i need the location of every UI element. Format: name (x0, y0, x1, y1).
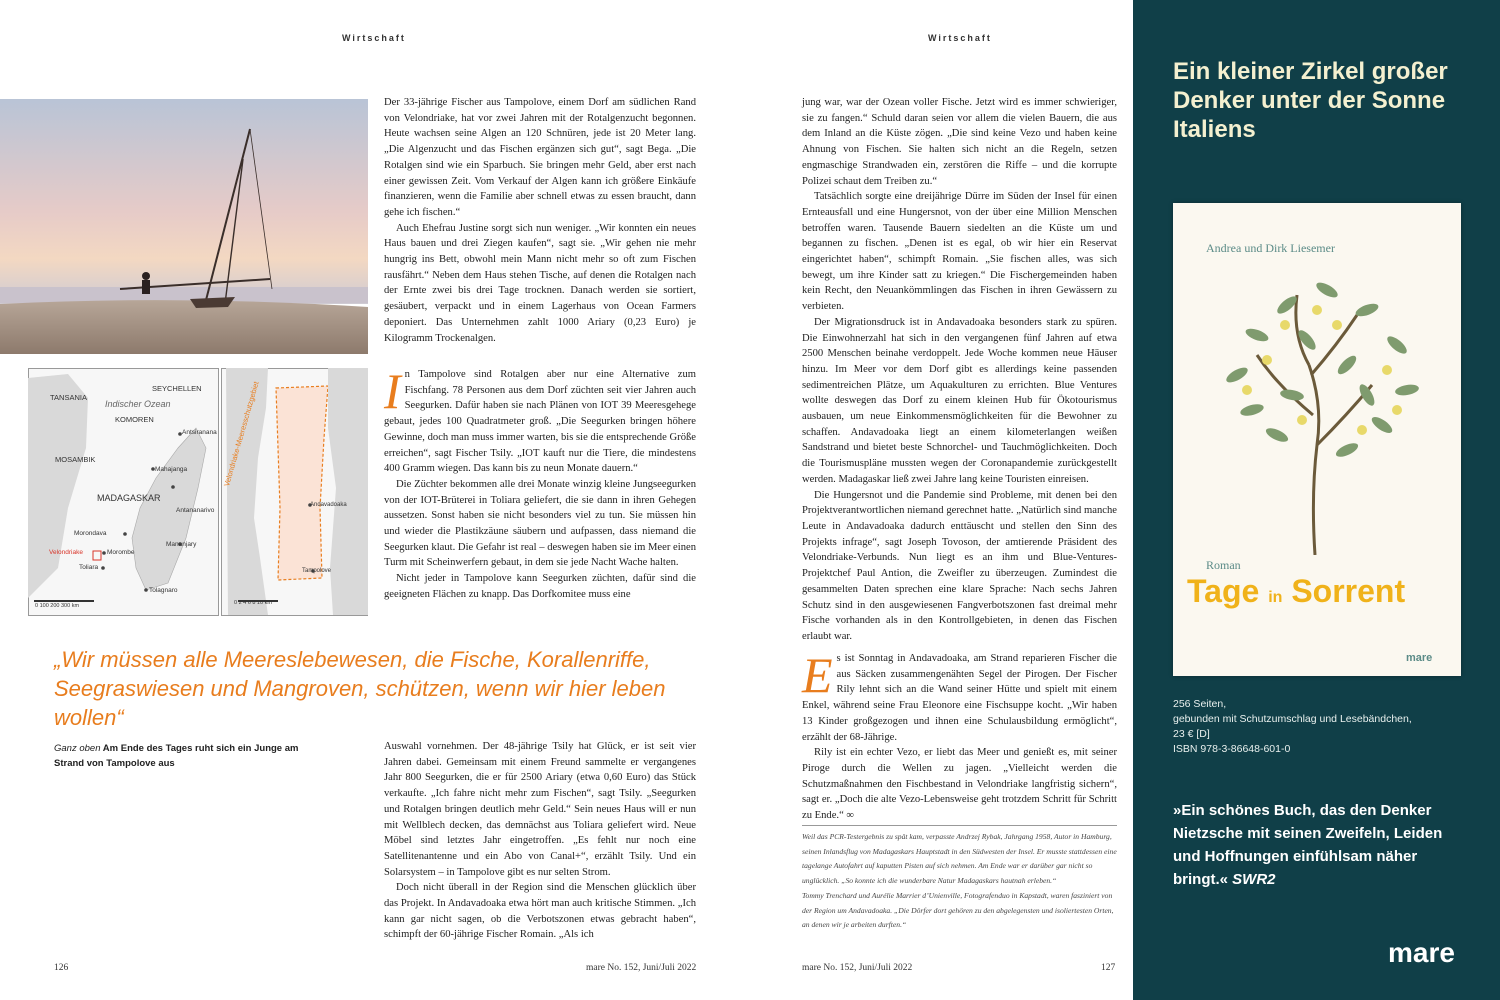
paragraph: Tatsächlich sorgte eine dreijährige Dürre im Süden der Insel für einen Ernteausfall und eine Hungersnot, von der über eine Million Menschen betroffen waren. Tausende Bauern siedelten an die Küste um und begannen zu fischen. „Denen ist es egal, ob wir hier ein Reservat eingerichtet haben“, schimpft Romain. „Sie fischen alles, was sich bewegt, um ihre Kinder satt zu kriegen.“ Die Fischergemeinden haben kein Recht, den Neuankömmlingen das Fischen in ihren Gewässern zu verbieten. (802, 191, 1117, 313)
page-number-right: 127 (1101, 963, 1116, 973)
book-title-part-1: Tage (1187, 573, 1260, 609)
section-label-left: Wirtschaft (342, 33, 406, 43)
review-text: »Ein schönes Buch, das den Denker Nietzsche mit seinen Zweifeln, Leiden und Hoffnungen einfühlsam näher bringt.« (1173, 802, 1443, 888)
paragraph: Die Züchter bekommen alle drei Monate winzig kleine Jungseegurken von der IOT-Brüterei in Toliara geliefert, die sie dann in ihren Gehegen aussetzen. Sonst haben sie nicht besonders viel zu tun. Sie müssen hin und wieder die Plastikzäune säubern und aufpassen, dass niemand die Seegurken klaut. Die Gefahr ist real – deswegen haben sie im Meer einen Turm mit Scheinwerfern gebaut, in dem sie jede Nacht Wache halten. (384, 478, 696, 569)
map-label-andavadoaka: Andavadoaka (310, 502, 347, 508)
map-label-morondava: Morondava (74, 530, 107, 537)
caption-text: Am Ende des Tages ruht sich ein Junge am Strand von Tampolove aus (54, 743, 299, 769)
map-label-mahajanga: Mahajanga (155, 466, 188, 473)
map-label-morombe: Morombe (107, 549, 135, 556)
map-label-komoren: KOMOREN (115, 415, 154, 424)
map-label-madagaskar: MADAGASKAR (97, 493, 161, 503)
ad-headline: Ein kleiner Zirkel großer Denker unter der Sonne Italiens (1173, 58, 1448, 143)
book-title-in: in (1268, 589, 1283, 606)
paragraph: Doch nicht überall in der Region sind die Menschen glücklich über das Projekt. In Andavadoaka etwa hört man auch kritische Stimmen. „Ich kann gar nicht sagen, ob die Verbotszonen etwas gebracht haben“, schimpft der 60-jährige Fischer Romain. „Als ich (384, 882, 696, 941)
beach-photo (0, 99, 368, 354)
issue-right: mare No. 152, Juni/Juli 2022 (802, 963, 913, 973)
map-label-tansania: TANSANIA (50, 393, 87, 402)
issue-left: mare No. 152, Juni/Juli 2022 (586, 963, 697, 973)
page-number-left: 126 (54, 963, 69, 973)
caption-lead: Ganz oben (54, 743, 101, 754)
paragraph: Die Hungersnot und die Pandemie sind Probleme, mit denen bei den Projektverantwortlichen niemand gerechnet hatte. „Natürlich sind manche Leute in Andavadoaka dadurch enttäuscht und stellen den Sinn des Projekts infrage“, sagt Joseph Tovoson, der amtierende Präsident des Velondriake-Verbunds. Nun liegt es an ihm und Blue-Ventures-Projektchef Paul Antion, die Zweifler zu überzeugen. Zumindest die gesammelten Daten sprechen eine klare Sprache: Nach sechs Jahren Schutz sind in den ausgewiesenen Fangverbotszonen fast dreimal mehr Fische vorhanden als in den Kontrollgebieten, in denen das Fischen erlaubt war. (802, 489, 1117, 642)
article-column-e (802, 647, 1117, 824)
drop-cap: I (384, 363, 401, 419)
map-scale-left: 0 100 200 300 km (35, 603, 80, 609)
article-column-b (384, 363, 696, 603)
book-binding: gebunden mit Schutzumschlag und Lesebändchen, (1173, 713, 1412, 725)
book-genre: Roman (1206, 558, 1241, 572)
map-label-antsiranana: Antsiranana (182, 429, 217, 436)
madagascar-map (28, 368, 368, 616)
book-price: 23 € [D] (1173, 728, 1210, 740)
article-column-c (384, 739, 696, 943)
book-authors: Andrea und Dirk Liesemer (1206, 241, 1335, 255)
paragraph: Auch Ehefrau Justine sorgt sich nun weniger. „Wir konnten ein neues Haus bauen und drei Ziegen kaufen“, sagt sie. „Wir gehen nie mehr hungrig ins Bett, obwohl mein Mann nicht mehr so oft zum Fischen rausfährt.“ Neben dem Haus stehen Tische, auf denen die Rotalgen nach der Ernte zwei bis drei Tage trocknen. Danach werden sie sortiert, gesäubert, verpackt und in einem Lagerhaus von Ocean Farmers deponiert. Das Unternehmen zahlt 1000 Ariary (0,23 Euro) je Kilogramm Trockenalgen. (384, 222, 696, 344)
credit-author: Weil das PCR-Testergebnis zu spät kam, verpasste Andrzej Rybak, Jahrgang 1958, Autor in Hamburg, seinen Inlandsflug von Madagaskars Hauptstadt in den Südwesten der Insel. Er musste stattdessen eine tagelange Autofahrt auf kaputten Pisten auf sich nehmen. Am Ende war er darüber gar nicht so unglücklich. „So konnte ich die wunderbare Natur Madagaskars hautnah erleben.“ (802, 832, 1117, 886)
map-label-mananjary: Mananjary (166, 541, 197, 548)
photo-caption (54, 741, 309, 771)
credit-photographers: Tommy Trenchard und Aurélie Marrier d’Unienville, Fotografenduo in Kapstadt, waren fasziniert von der Region um Andavadoaka. „Die Dörfer dort gehören zu den abgelegensten und isoliertesten Orten, an denen wir je arbeiten durften.“ (802, 890, 1114, 930)
map-label-mosambik: MOSAMBIK (55, 455, 96, 464)
book-publisher-logo: mare (1406, 652, 1433, 664)
pull-quote: „Wir müssen alle Meereslebewesen, die Fische, Korallenriffe, Seegraswiesen und Mangroven, schützen, wenn wir hier leben wollen“ (54, 647, 666, 730)
paragraph: n Tampolove sind Rotalgen aber nur eine Alternative zum Fischfang. 78 Personen aus dem Dorf züchten seit vier Jahren auch Seegurken. Dafür haben sie nach Plänen von IOT 39 Meeresgehege gebaut, jedes 100 Quadratmeter groß. „Die Seegurken bringen höhere Gewinne, doch man muss immer warten, bis sie die entsprechende Größe erreichen“, sagt Fischer Tsily. „IOT kauft nur die Tiere, die mindestens 400 Gramm wiegen. Das kann bis zu neun Monate dauern.“ (384, 369, 696, 475)
paragraph: Der Migrationsdruck ist in Andavadoaka besonders stark zu spüren. Die Einwohnerzahl hat sich in den vergangenen fünf Jahren auf etwa 2500 Menschen beinahe verdoppelt. Jede Woche kommen neue Häuser hinzu. Im Meer vor dem Dorf gibt es allerdings keine passenden sedimentreichen Plätze, um Aquakulturen zu errichten. Blue Ventures wollte deswegen das Dorf zu einem kleinen Hub für Ökotourismus ausbauen, um neue Einkommensmöglichkeiten für die Bewohner zu schaffen. Andavadoaka liegt an einem kilometerlangen weißen Sandstrand und bietet beste Schnorchel- und Tauchmöglichkeiten. Doch die Tourismuspläne mussten wegen der Coronapandemie zurückgestellt werden. Madagaskar ließ zwei Jahre lang keine Touristen einreisen. (802, 316, 1117, 485)
paragraph: Rily ist ein echter Vezo, er liebt das Meer und genießt es, mit seiner Piroge durch die Wellen zu jagen. „Vielleicht werden die Schutzmaßnahmen den Fischbestand in Velondriake langfristig sichern“, sagt er. „Doch die alte Vezo-Lebensweise geht trotzdem Schritt für Schritt zu Ende.“ ∞ (802, 747, 1117, 822)
map-label-ocean: Indischer Ozean (105, 399, 171, 409)
book-review (1173, 799, 1473, 891)
map-scale-right: 0 2 4 6 8 10 km (234, 600, 272, 606)
map-label-tolagnaro: Tolagnaro (149, 587, 178, 594)
map-label-toliara: Toliara (79, 564, 99, 571)
map-label-antananarivo: Antananarivo (176, 507, 215, 514)
paragraph: s ist Sonntag in Andavadoaka, am Strand reparieren Fischer die aus Säcken zusammengenähten Segel der Pirogen. Der Fischer Rily lehnt sich an die Wand seiner Hütte und spielt mit einem Enkel, während seine Frau Eleonore eine Fischsuppe kocht. „Wir haben 13 Kinder großgezogen und ihnen eine Schulausbildung ermöglicht“, erzählt der 68-Jährige. (802, 653, 1117, 743)
book-details (1173, 697, 1473, 757)
lemon-tree-illustration (1197, 265, 1437, 555)
book-cover[interactable] (1173, 203, 1461, 676)
article-column-d (802, 95, 1117, 645)
map-label-tampolove: Tampolove (302, 568, 332, 574)
book-pages: 256 Seiten, (1173, 698, 1227, 710)
section-label-right: Wirtschaft (928, 33, 992, 43)
mare-logo: mare (1388, 937, 1455, 968)
paragraph: Auswahl vornehmen. Der 48-jährige Tsily hat Glück, er ist seit vier Jahren dabei. Gemeinsam mit einem Freund sammelte er vergangenes Jahr 800 Seegurken, die er für 2500 Ariary (etwa 0,60 Euro) das Stück verkaufte. „Ich fahre nicht mehr zum Fischen“, sagt Tsily. „Seegurken und Rotalgen bringen deutlich mehr Geld.“ Sein neues Haus will er nun mit Wellblech decken, das demnächst aus Toliara geliefert wird. Neue Möbel sind letztes Jahr eingetroffen. „Es fehlt nur noch eine Satellitenantenne und ein Abo von Canal+“, erzählt Tsily. Und ein Solarsystem – in Tampolove gibt es nur selten Strom. (384, 741, 696, 878)
map-label-reserve: Velondriake-Meeresschutzgebiet (222, 380, 261, 488)
article-column-a (384, 95, 696, 346)
book-title (1187, 573, 1405, 610)
map-label-velondriake: Velondriake (49, 549, 83, 556)
author-credits (802, 830, 1117, 933)
credits-divider (802, 825, 1117, 826)
paragraph: Der 33-jährige Fischer aus Tampolove, einem Dorf am südlichen Rand von Velondriake, hat vor zwei Jahren mit der Rotalgenzucht begonnen. Heute wachsen seine Algen an 120 Schnüren, jede ist 20 Meter lang. „Die Algenzucht und das Fischen ergänzen sich gut“, sagt Bega. „Die Rotalgen sind wie ein Sparbuch. Sie bringen mehr Geld, aber erst nach einer gewissen Zeit. Vom Verkauf der Algen kann ich größere Einkäufe finanzieren, wenn die Familie aber schnell etwas zu essen braucht, dann gehe ich fischen.“ (384, 97, 696, 218)
book-title-part-2: Sorrent (1291, 573, 1406, 609)
paragraph: Nicht jeder in Tampolove kann Seegurken züchten, dafür sind die geeigneten Flächen zu knapp. Das Dorfkomitee muss eine (384, 573, 696, 600)
review-source: SWR2 (1232, 871, 1276, 888)
paragraph: jung war, war der Ozean voller Fische. Jetzt wird es immer schwieriger, sie zu fangen.“ Schuld daran seien vor allem die vielen Bauern, die aus dem Inland an die Küste zögen. „Die sind keine Vezo und haben keine Ahnung von Fischen. Sie halten sich nicht an die Regeln, setzen engmaschige Strandwaden ein, zerstören die Riffe – und die korrupte Polizei schaut dem Treiben zu.“ (802, 97, 1117, 187)
drop-cap: E (802, 647, 833, 703)
map-label-seychellen: SEYCHELLEN (152, 384, 202, 393)
book-isbn: ISBN 978-3-86648-601-0 (1173, 743, 1291, 755)
